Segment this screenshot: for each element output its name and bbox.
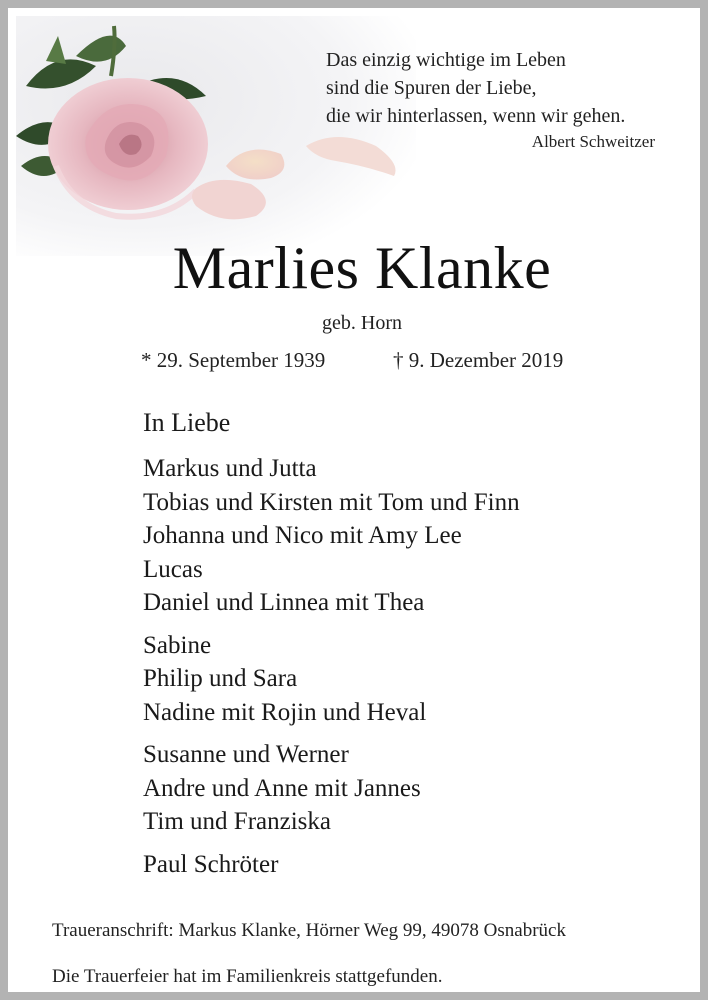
mourner-line: Johanna und Nico mit Amy Lee [143,522,462,549]
deceased-name: Marlies Klanke [172,235,552,301]
mourner-line: Lucas [143,555,203,583]
mourner-line: Nadine mit Rojin und Heval [143,698,427,726]
mourner-line: Sabine [143,631,212,659]
mourner-line: Susanne und Werner [143,741,349,768]
mourner-group [143,629,520,730]
mourner-line: Daniel und Linnea mit Thea [143,589,425,616]
mourner-group [143,452,520,620]
mourner-line: Markus und Jutta [143,455,317,482]
mourners-list [143,452,520,881]
quote-line: die wir hinterlassen, wenn wir gehen. [326,105,626,127]
mourner-line: Paul Schröter [143,850,279,878]
mourner-line: Andre und Anne mit Jannes [143,774,421,802]
quote-line: sind die Spuren der Liebe, [326,77,537,99]
quote-author: Albert Schweitzer [531,132,655,151]
mourner-line: Tim und Franziska [143,808,331,835]
mourning-address: Traueranschrift: Markus Klanke, Hörner Weg 99, 49078 Osnabrück [52,920,566,941]
birth-name: geb. Horn [322,312,402,334]
mourner-line: Tobias und Kirsten mit Tom und Finn [143,488,520,516]
funeral-note: Die Trauerfeier hat im Familienkreis stattgefunden. [52,966,443,987]
mourner-group [143,848,520,882]
death-date: † 9. Dezember 2019 [393,348,564,372]
mourner-group [143,738,520,839]
birth-date: * 29. September 1939 [141,348,326,372]
mourner-line: Philip und Sara [143,665,298,692]
quote-line: Das einzig wichtige im Leben [326,49,566,71]
mourners-heading: In Liebe [143,408,231,437]
quote [326,46,686,130]
